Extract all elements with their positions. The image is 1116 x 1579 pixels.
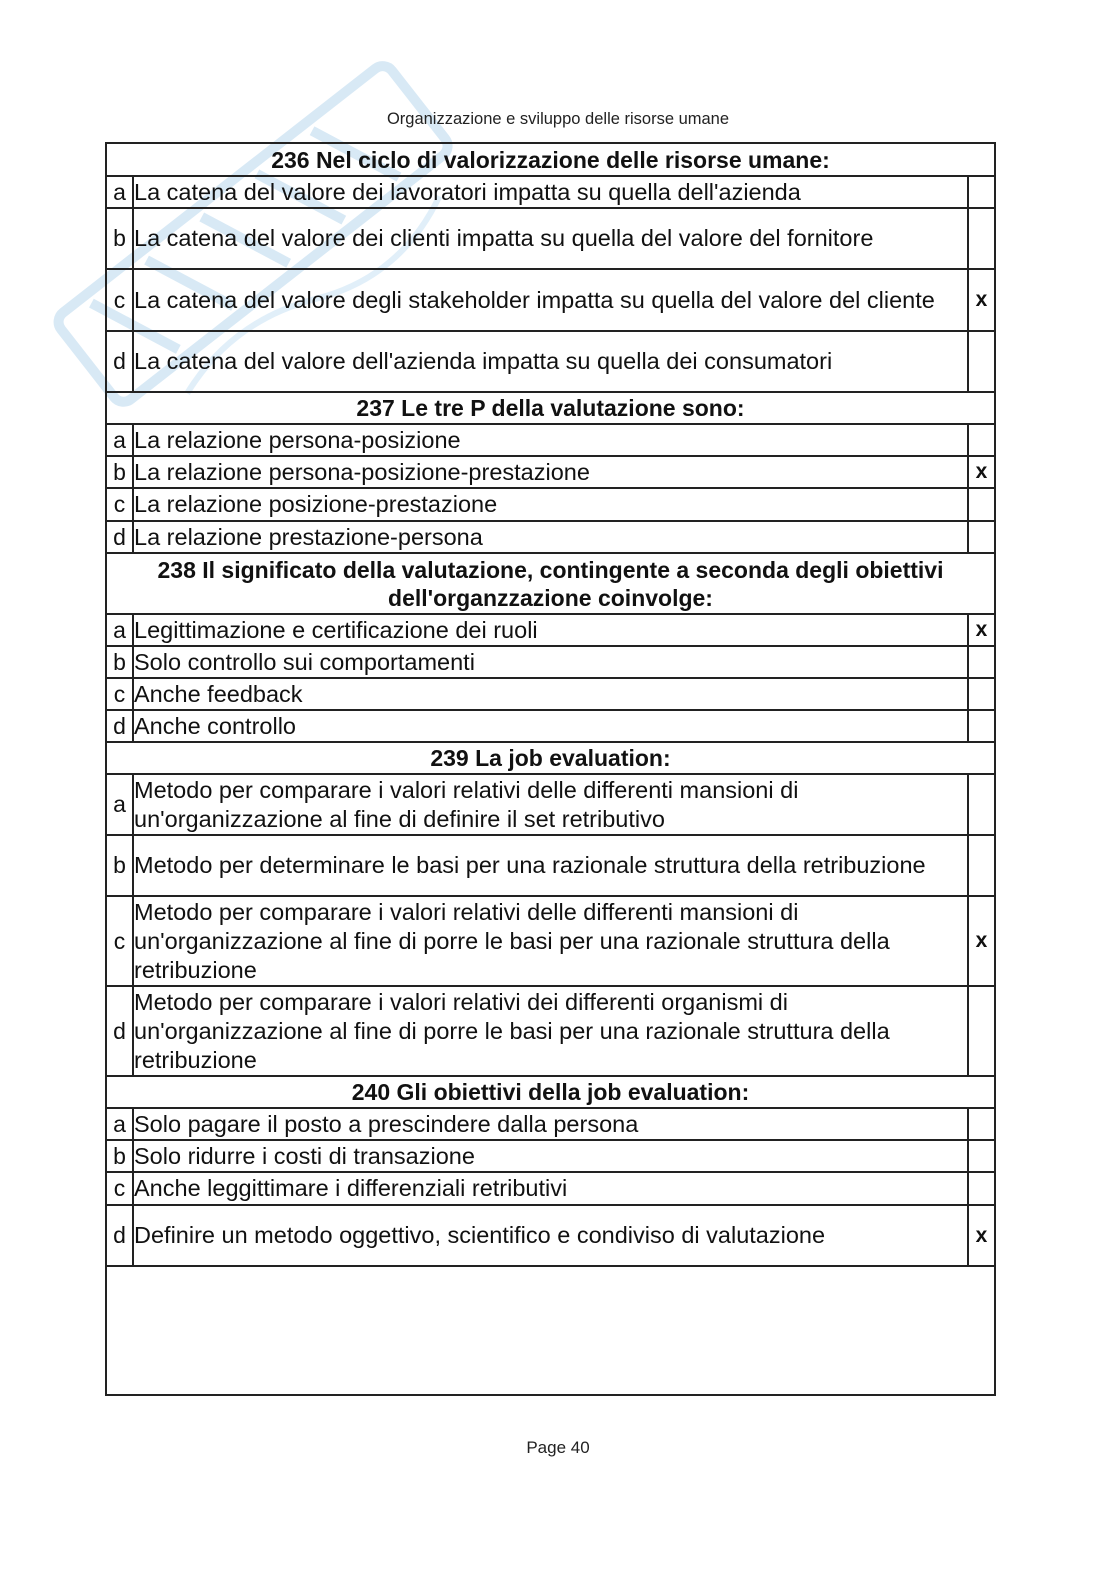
answer-letter: d <box>106 986 133 1076</box>
question-row <box>106 392 995 424</box>
question-heading: 236 Nel ciclo di valorizzazione delle risorse umane: <box>106 143 995 176</box>
answer-row <box>106 456 995 488</box>
answer-letter: d <box>106 1205 133 1266</box>
question-row <box>106 1076 995 1108</box>
answer-mark <box>968 774 995 835</box>
answer-mark <box>968 488 995 521</box>
answer-mark: x <box>968 456 995 488</box>
answer-row <box>106 269 995 331</box>
answer-mark: x <box>968 269 995 331</box>
question-heading: 239 La job evaluation: <box>106 742 995 774</box>
answer-letter: c <box>106 896 133 986</box>
answer-letter: b <box>106 835 133 896</box>
page-header-title: Organizzazione e sviluppo delle risorse umane <box>386 110 730 128</box>
answer-letter: a <box>106 176 133 208</box>
answer-text: La catena del valore degli stakeholder impatta su quella del valore del cliente <box>133 269 968 331</box>
answer-row <box>106 488 995 521</box>
answer-text: Anche feedback <box>133 678 968 710</box>
answer-letter: a <box>106 774 133 835</box>
answer-row <box>106 835 995 896</box>
answer-letter: a <box>106 424 133 456</box>
answer-letter: d <box>106 331 133 392</box>
answer-text: La relazione posizione-prestazione <box>133 488 968 521</box>
answer-letter: c <box>106 488 133 521</box>
question-heading: 238 Il significato della valutazione, contingente a seconda degli obiettivi dell'organzzazione coinvolge: <box>106 553 995 614</box>
answer-letter: b <box>106 208 133 269</box>
answer-letter: b <box>106 1140 133 1172</box>
answer-mark: x <box>968 614 995 646</box>
answer-text: Solo controllo sui comportamenti <box>133 646 968 678</box>
answer-letter: d <box>106 521 133 553</box>
answer-text: Anche leggittimare i differenziali retributivi <box>133 1172 968 1205</box>
answer-letter: c <box>106 269 133 331</box>
answer-text: Metodo per comparare i valori relativi delle differenti mansioni di un'organizzazione al fine di definire il set retributivo <box>133 774 968 835</box>
answer-mark <box>968 208 995 269</box>
answer-letter: b <box>106 456 133 488</box>
answer-text: La relazione prestazione-persona <box>133 521 968 553</box>
answer-row <box>106 1108 995 1140</box>
answer-text: Metodo per comparare i valori relativi delle differenti mansioni di un'organizzazione al fine di porre le basi per una razionale struttura della retribuzione <box>133 896 968 986</box>
question-heading: 237 Le tre P della valutazione sono: <box>106 392 995 424</box>
answer-letter: a <box>106 1108 133 1140</box>
answer-row <box>106 424 995 456</box>
answer-row <box>106 614 995 646</box>
answer-mark <box>968 521 995 553</box>
answer-mark <box>968 646 995 678</box>
answer-mark <box>968 678 995 710</box>
answer-mark <box>968 1140 995 1172</box>
answer-row <box>106 678 995 710</box>
answer-mark: x <box>968 896 995 986</box>
answer-letter: a <box>106 614 133 646</box>
answer-text: La catena del valore dei clienti impatta su quella del valore del fornitore <box>133 208 968 269</box>
answer-letter: c <box>106 678 133 710</box>
answer-letter: d <box>106 710 133 742</box>
answer-text: Metodo per determinare le basi per una razionale struttura della retribuzione <box>133 835 968 896</box>
answer-mark <box>968 331 995 392</box>
answer-row <box>106 331 995 392</box>
answer-row <box>106 208 995 269</box>
question-row <box>106 143 995 176</box>
answer-text: La catena del valore dell'azienda impatta su quella dei consumatori <box>133 331 968 392</box>
page-number: Page 40 <box>526 1438 590 1457</box>
answer-letter: c <box>106 1172 133 1205</box>
answer-row <box>106 1205 995 1266</box>
answer-row <box>106 176 995 208</box>
answer-letter: b <box>106 646 133 678</box>
answer-text: La catena del valore dei lavoratori impatta su quella dell'azienda <box>133 176 968 208</box>
answer-row <box>106 646 995 678</box>
answer-mark: x <box>968 1205 995 1266</box>
answer-text: Legittimazione e certificazione dei ruoli <box>133 614 968 646</box>
answer-text: Metodo per comparare i valori relativi dei differenti organismi di un'organizzazione al fine di porre le basi per una razionale struttura della retribuzione <box>133 986 968 1076</box>
answer-row <box>106 1172 995 1205</box>
question-row <box>106 553 995 614</box>
question-row <box>106 742 995 774</box>
answer-text: La relazione persona-posizione-prestazione <box>133 456 968 488</box>
answer-row <box>106 710 995 742</box>
answer-text: Solo ridurre i costi di transazione <box>133 1140 968 1172</box>
question-heading: 240 Gli obiettivi della job evaluation: <box>106 1076 995 1108</box>
answer-mark <box>968 835 995 896</box>
answer-text: Definire un metodo oggettivo, scientifico e condiviso di valutazione <box>133 1205 968 1266</box>
answer-row <box>106 896 995 986</box>
quiz-table <box>105 142 996 1267</box>
answer-row <box>106 1140 995 1172</box>
answer-text: Anche controllo <box>133 710 968 742</box>
answer-row <box>106 774 995 835</box>
answer-row <box>106 986 995 1076</box>
answer-mark <box>968 424 995 456</box>
answer-mark <box>968 176 995 208</box>
answer-row <box>106 521 995 553</box>
answer-mark <box>968 1108 995 1140</box>
answer-mark <box>968 1172 995 1205</box>
answer-text: Solo pagare il posto a prescindere dalla persona <box>133 1108 968 1140</box>
answer-mark <box>968 986 995 1076</box>
answer-mark <box>968 710 995 742</box>
answer-text: La relazione persona-posizione <box>133 424 968 456</box>
